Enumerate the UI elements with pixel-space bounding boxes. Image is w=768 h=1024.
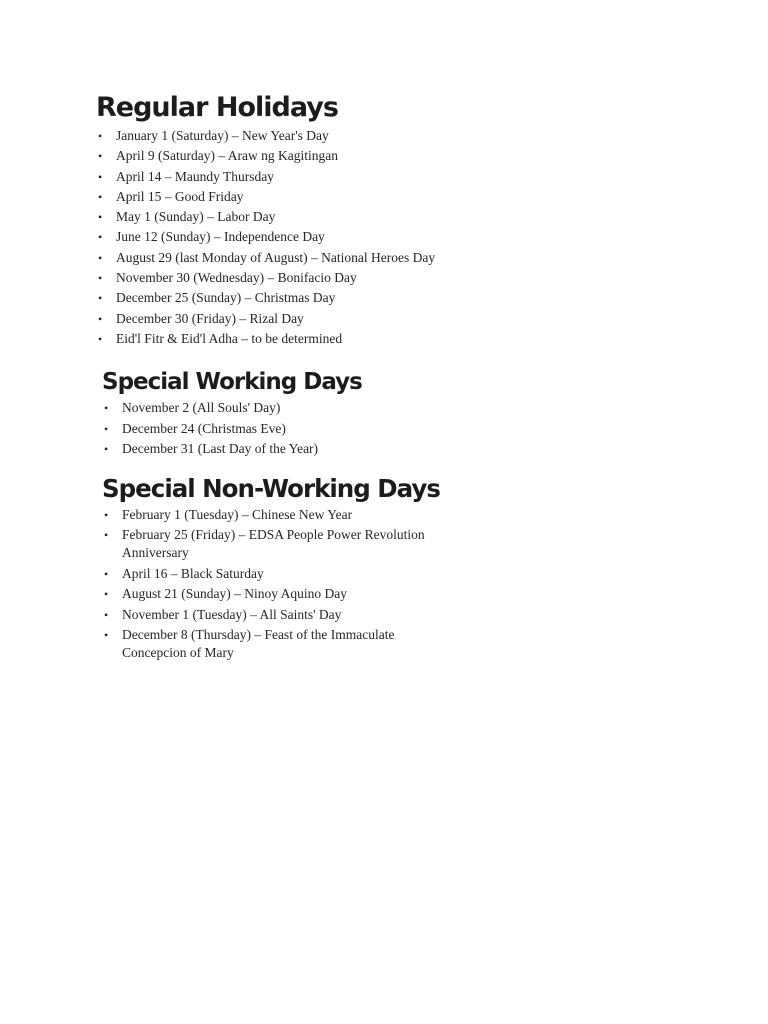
list-item (96, 329, 456, 349)
regular-holidays-list (96, 126, 456, 349)
list-item (102, 565, 462, 583)
regular-holidays-heading: Regular Holidays (96, 92, 338, 123)
list-item (96, 227, 456, 247)
bullet-icon: • (104, 607, 109, 622)
regular-holidays-section (96, 90, 456, 349)
bullet-icon: • (104, 587, 109, 602)
bullet-icon: • (104, 401, 109, 415)
list-item-text: May 1 (Sunday) – Labor Day (116, 209, 276, 225)
bullet-icon: • (98, 331, 103, 346)
list-item-text: January 1 (Saturday) – New Year's Day (116, 128, 329, 143)
list-item-text: August 29 (last Monday of August) – National Heroes Day (116, 249, 436, 265)
list-item (96, 248, 456, 268)
bullet-icon: • (98, 271, 103, 286)
list-item (102, 626, 462, 662)
list-item (102, 419, 462, 440)
list-item-text: December 30 (Friday) – Rizal Day (116, 310, 304, 326)
list-item-text: February 25 (Friday) – EDSA People Power Revolution Anniversary (122, 527, 425, 561)
special-working-days-list (102, 398, 462, 460)
list-item-text: April 16 – Black Saturday (122, 565, 264, 581)
list-item-text: November 30 (Wednesday) – Bonifacio Day (116, 270, 357, 286)
list-item-text: November 1 (Tuesday) – All Saints' Day (122, 606, 342, 622)
list-item (96, 309, 456, 329)
list-item (96, 207, 456, 227)
list-item-text: November 2 (All Souls' Day) (122, 400, 281, 415)
bullet-icon: • (104, 508, 109, 522)
list-item-text: Eid'l Fitr & Eid'l Adha – to be determined (116, 330, 343, 346)
list-item-text: April 14 – Maundy Thursday (116, 168, 274, 184)
list-item (102, 526, 462, 562)
bullet-icon: • (98, 129, 103, 143)
list-item-text: December 8 (Thursday) – Feast of the Immaculate Concepcion of Mary (122, 626, 395, 660)
bullet-icon: • (104, 442, 109, 457)
bullet-icon: • (104, 627, 109, 642)
list-item-text: December 25 (Sunday) – Christmas Day (116, 290, 336, 306)
special-working-days-heading: Special Working Days (102, 369, 362, 395)
bullet-icon: • (98, 230, 103, 245)
list-item (96, 126, 456, 146)
list-item (96, 146, 456, 166)
list-item-text: August 21 (Sunday) – Ninoy Aquino Day (122, 586, 347, 602)
list-item-text: February 1 (Tuesday) – Chinese New Year (122, 507, 353, 522)
list-item-text: June 12 (Sunday) – Independence Day (116, 229, 325, 245)
special-non-working-days-heading: Special Non-Working Days (102, 474, 440, 503)
bullet-icon: • (98, 169, 103, 184)
bullet-icon: • (98, 311, 103, 326)
list-item (102, 439, 462, 460)
list-item (102, 506, 462, 524)
list-item (96, 187, 456, 207)
list-item (102, 398, 462, 419)
list-item (96, 268, 456, 288)
bullet-icon: • (98, 291, 103, 306)
list-item (102, 606, 462, 624)
list-item-text: April 15 – Good Friday (116, 188, 244, 204)
bullet-icon: • (98, 250, 103, 265)
list-item (102, 585, 462, 603)
list-item (96, 288, 456, 308)
list-item-text: April 9 (Saturday) – Araw ng Kagitingan (116, 148, 338, 164)
list-item-text: December 24 (Christmas Eve) (122, 420, 286, 436)
bullet-icon: • (104, 528, 109, 543)
list-item (96, 167, 456, 187)
bullet-icon: • (98, 149, 103, 164)
special-non-working-days-list (102, 506, 462, 662)
special-non-working-days-section (102, 472, 462, 664)
list-item-text: December 31 (Last Day of the Year) (122, 441, 319, 457)
bullet-icon: • (98, 189, 103, 204)
bullet-icon: • (104, 566, 109, 581)
special-working-days-section (102, 366, 462, 460)
bullet-icon: • (104, 421, 109, 436)
bullet-icon: • (98, 210, 103, 225)
